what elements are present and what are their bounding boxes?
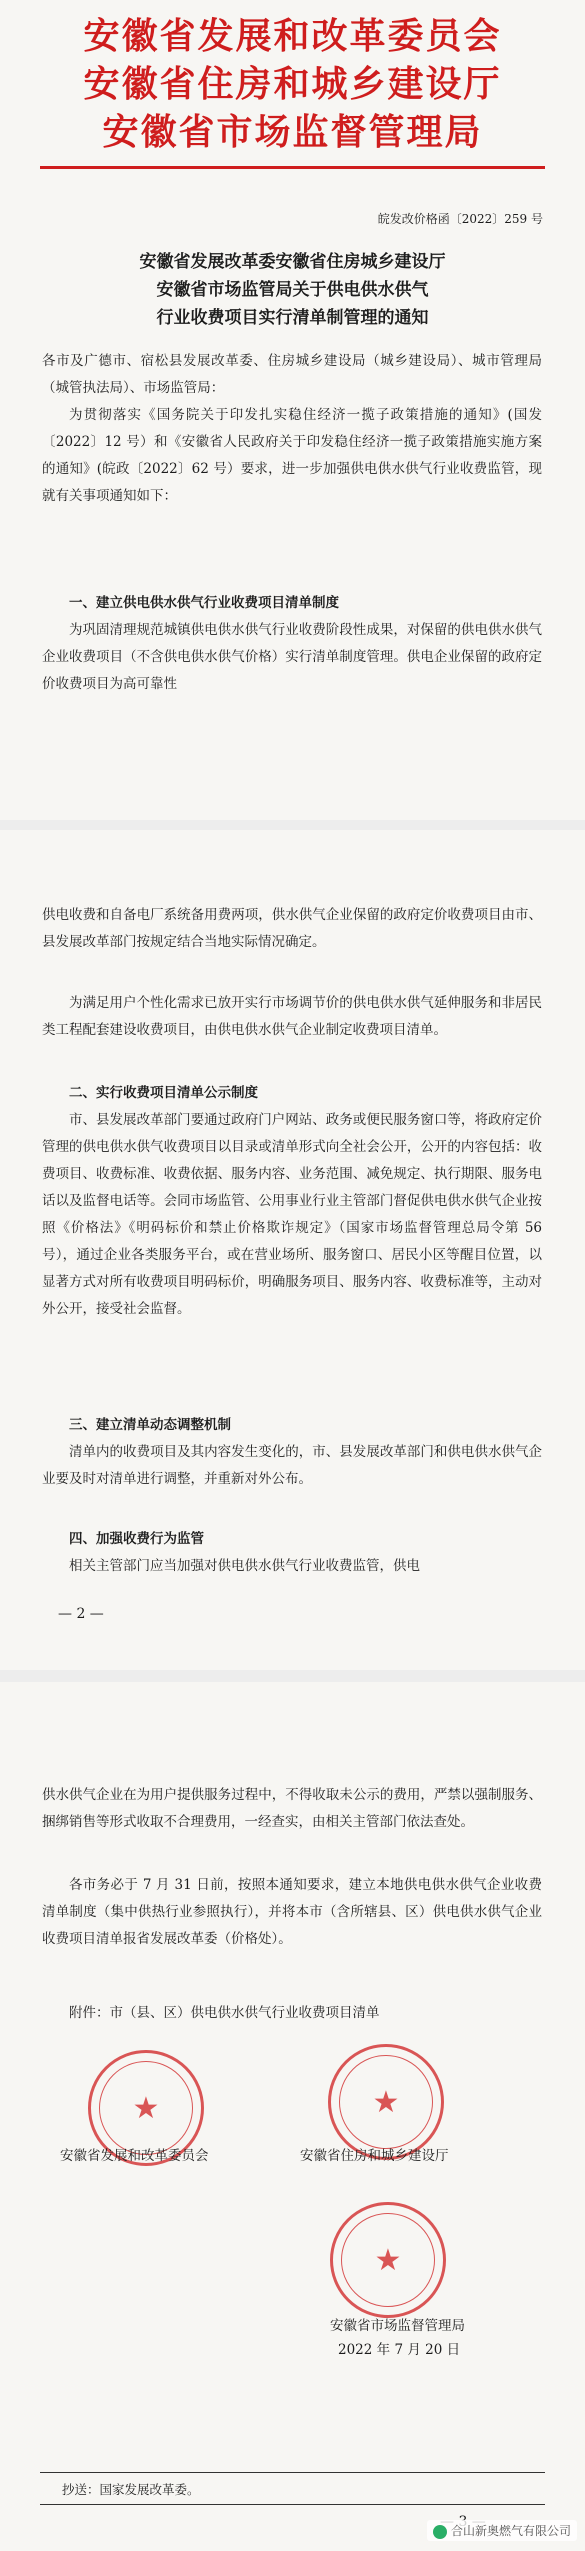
issuer-header-3: 安徽省市场监督管理局: [102, 111, 483, 153]
signer-3: 安徽省市场监督管理局: [330, 2318, 465, 2334]
footer-rule-bottom: [40, 2504, 545, 2505]
document-page-3: [0, 1682, 585, 2551]
issuer-header-2: 安徽省住房和城乡建设厅: [83, 63, 502, 105]
page-number: — 2 —: [58, 1606, 104, 1622]
red-divider: [40, 166, 545, 169]
section-3-title: 三、建立清单动态调整机制: [69, 1417, 231, 1433]
signer-2: 安徽省住房和城乡建设厅: [300, 2148, 449, 2164]
page-3-deadline-paragraph: 各市务必于 7 月 31 日前，按照本通知要求，建立本地供电供水供气企业收费清单制度（集中供热行业参照执行），并将本市（含所辖县、区）供电供水供气企业收费项目清单报省发展改革委（价格处）。: [42, 1877, 542, 1947]
section-1-text: 为巩固清理规范城镇供电供水供气行业收费阶段性成果，对保留的供电供水供气企业收费项目（不含供电供水供气价格）实行清单制度管理。供电企业保留的政府定价收费项目为高可靠性: [42, 622, 542, 692]
star-icon: ★: [132, 2091, 160, 2126]
document-page-2: [0, 830, 585, 1670]
account-watermark: [427, 2520, 577, 2541]
document-title-line-3: 行业收费项目实行清单制管理的通知: [156, 308, 429, 328]
wechat-icon: [433, 2525, 447, 2539]
section-1-title: 一、建立供电供水供气行业收费项目清单制度: [69, 595, 339, 611]
section-4-title: 四、加强收费行为监管: [69, 1531, 204, 1547]
document-title-line-1: 安徽省发展改革委安徽省住房城乡建设厅: [139, 252, 446, 272]
salutation: 各市及广德市、宿松县发展改革委、住房城乡建设局（城乡建设局）、城市管理局（城管执法局）、市场监管局：: [42, 353, 542, 396]
section-2-text: 市、县发展改革部门要通过政府门户网站、政务或便民服务窗口等，将政府定价管理的供电供水供气收费项目以目录或清单形式向全社会公开，公开的内容包括：收费项目、收费标准、收费依据、服务内容、业务范围、减免规定、执行期限、服务电话以及监督电话等。会同市场监管、公用事业行业主管部门督促供电供水供气企业按照《价格法》《明码标价和禁止价格欺诈规定》（国家市场监督管理总局令第 56 号），通过企业各类服务平台，或在营业场所、服务窗口、居民小区等醒目位置，以显著方式对所有收费项目明码标价，明确服务项目、服务内容、收费标准等，主动对外公开，接受社会监督。: [42, 1112, 542, 1317]
section-4-text: 相关主管部门应当加强对供电供水供气行业收费监管，供电: [69, 1558, 420, 1574]
section-2-title: 二、实行收费项目清单公示制度: [69, 1085, 258, 1101]
section-3-text: 清单内的收费项目及其内容发生变化的，市、县发展改革部门和供电供水供气企业要及时对清单进行调整，并重新对外公布。: [42, 1444, 542, 1487]
signer-1: 安徽省发展和改革委员会: [60, 2148, 209, 2164]
page-2-continuation: 供电收费和自备电厂系统备用费两项，供水供气企业保留的政府定价收费项目由市、县发展改革部门按规定结合当地实际情况确定。: [42, 907, 542, 950]
document-title-line-2: 安徽省市场监管局关于供电供水供气: [156, 280, 429, 300]
attachment-line: 附件：市（县、区）供电供水供气行业收费项目清单: [69, 2005, 380, 2021]
official-seal-2: [328, 2044, 444, 2160]
star-icon: ★: [374, 2243, 402, 2278]
watermark-text: 合山新奥燃气有限公司: [450, 2524, 571, 2538]
official-seal-3: [330, 2202, 446, 2318]
carbon-copy: 抄送：国家发展改革委。: [62, 2482, 200, 2497]
intro-paragraph: 为贯彻落实《国务院关于印发扎实稳住经济一揽子政策措施的通知》(国发〔2022〕12 号）和《安徽省人民政府关于印发稳住经济一揽子政策措施实施方案的通知》(皖政〔2022〕62 号）要求，进一步加强供电供水供气行业收费监管，现就有关事项通知如下：: [42, 407, 542, 504]
document-page-1: [0, 0, 585, 820]
document-number: 皖发改价格函〔2022〕259 号: [377, 212, 543, 226]
star-icon: ★: [372, 2085, 400, 2120]
page-3-continuation: 供水供气企业在为用户提供服务过程中，不得收取未公示的费用，严禁以强制服务、捆绑销售等形式收取不合理费用，一经查实，由相关主管部门依法查处。: [42, 1787, 542, 1830]
issuer-header-1: 安徽省发展和改革委员会: [83, 15, 502, 57]
footer-rule-top: [40, 2472, 545, 2473]
page-2-paragraph: 为满足用户个性化需求已放开实行市场调节价的供电供水供气延伸服务和非居民类工程配套建设收费项目，由供电供水供气企业制定收费项目清单。: [42, 995, 542, 1038]
issue-date: 2022 年 7 月 20 日: [338, 2342, 461, 2358]
